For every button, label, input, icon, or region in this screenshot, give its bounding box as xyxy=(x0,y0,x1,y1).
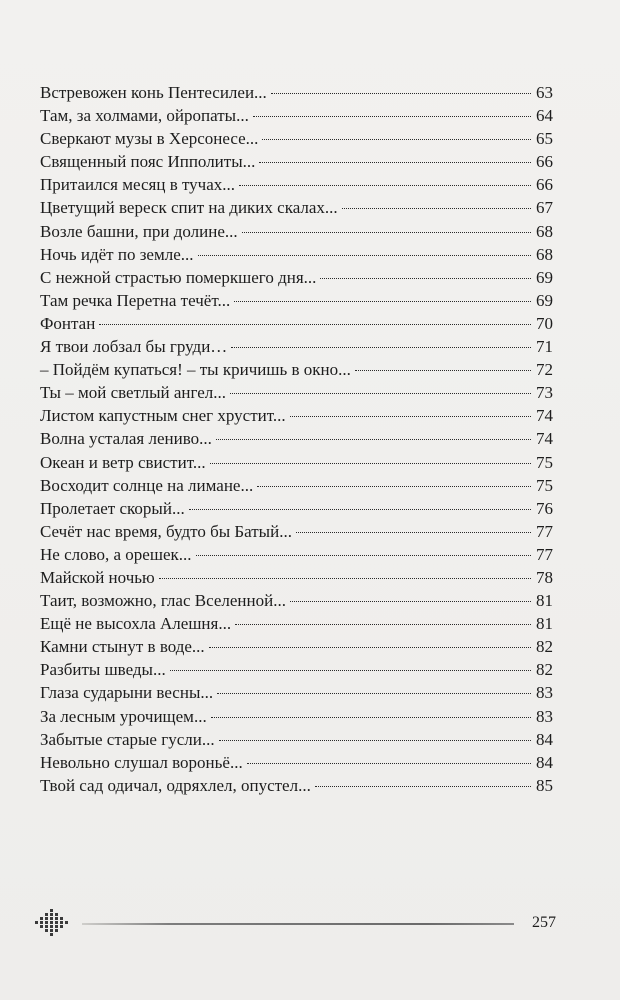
toc-entry xyxy=(40,589,553,612)
toc-entry xyxy=(40,658,553,681)
toc-entry-title: Сечёт нас время, будто бы Батый... xyxy=(40,521,292,541)
toc-entry-title: Майской ночью xyxy=(40,567,155,587)
dot-leader xyxy=(99,324,531,325)
toc-entry-page: 71 xyxy=(536,337,553,357)
toc-entry-title: Священный пояс Ипполиты... xyxy=(40,152,256,172)
dot-leader xyxy=(189,509,531,510)
toc-entry-page: 70 xyxy=(536,313,553,333)
toc-entry xyxy=(40,81,553,104)
toc-entry-title: За лесным урочищем... xyxy=(40,706,207,726)
toc-entry-page: 65 xyxy=(536,129,553,149)
toc-entry xyxy=(40,358,553,381)
toc-entry-title: Притаился месяц в тучах... xyxy=(40,175,236,195)
dot-leader xyxy=(290,601,531,602)
toc-entry-title: Фонтан xyxy=(40,313,96,333)
toc-entry-page: 77 xyxy=(536,521,553,541)
toc-entry-title: Твой сад одичал, одряхлел, опустел... xyxy=(40,775,311,795)
toc-entry-page: 81 xyxy=(536,614,553,634)
toc-entry-page: 69 xyxy=(536,267,553,287)
toc-entry-title: Невольно слушал вороньё... xyxy=(40,752,243,772)
toc-entry xyxy=(40,404,553,427)
dot-leader xyxy=(234,301,531,302)
dot-leader xyxy=(239,185,531,186)
toc-entry xyxy=(40,312,553,335)
toc-entry-page: 84 xyxy=(536,752,553,772)
toc-entry xyxy=(40,612,553,635)
toc-entry xyxy=(40,335,553,358)
toc-entry-page: 66 xyxy=(536,152,553,172)
toc-entry xyxy=(40,635,553,658)
dot-leader xyxy=(230,393,531,394)
toc-entry-page: 82 xyxy=(536,660,553,680)
toc-entry-title: Ещё не высохла Алешня... xyxy=(40,614,232,634)
toc-entry-title: Разбиты шведы... xyxy=(40,660,166,680)
toc-entry-title: Я твои лобзал бы груди… xyxy=(40,337,228,357)
toc-entry-title: Океан и ветр свистит... xyxy=(40,452,206,472)
dot-leader xyxy=(271,93,531,94)
dot-leader xyxy=(355,370,531,371)
toc-entry xyxy=(40,728,553,751)
dot-leader xyxy=(196,555,532,556)
toc-entry-title: Таит, возможно, глас Вселенной... xyxy=(40,591,286,611)
toc-entry-title: Встревожен конь Пентесилеи... xyxy=(40,83,267,102)
toc-entry-page: 82 xyxy=(536,637,553,657)
toc-entry xyxy=(40,196,553,219)
toc-entry-page: 84 xyxy=(536,729,553,749)
page-footer xyxy=(34,908,556,938)
toc-entry-page: 73 xyxy=(536,383,553,403)
toc-entry-title: Цветущий вереск спит на диких скалах... xyxy=(40,198,338,218)
toc-entry-page: 69 xyxy=(536,290,553,310)
dot-leader xyxy=(170,670,531,671)
toc-entry-title: Волна усталая лениво... xyxy=(40,429,212,449)
toc-entry-page: 81 xyxy=(536,591,553,611)
toc-entry xyxy=(40,104,553,127)
dot-leader xyxy=(315,786,531,787)
toc-entry-title: С нежной страстью померкшего дня... xyxy=(40,267,317,287)
toc-entry xyxy=(40,127,553,150)
toc-entry-page: 74 xyxy=(536,429,553,449)
dot-leader xyxy=(209,647,531,648)
dot-leader xyxy=(290,416,531,417)
toc-entry xyxy=(40,243,553,266)
dot-leader xyxy=(231,347,531,348)
toc-entry xyxy=(40,381,553,404)
toc-entry xyxy=(40,705,553,728)
toc-entry-title: Листом капустным снег хрустит... xyxy=(40,406,286,426)
toc-entry-title: Возле башни, при долине... xyxy=(40,221,238,241)
toc-entry-title: Забытые старые гусли... xyxy=(40,729,215,749)
toc-entry-page: 68 xyxy=(536,244,553,264)
toc-entry xyxy=(40,751,553,774)
dot-leader xyxy=(296,532,531,533)
toc-entry-page: 67 xyxy=(536,198,553,218)
toc-entry-title: Ночь идёт по земле... xyxy=(40,244,194,264)
dot-leader xyxy=(320,278,531,279)
table-of-contents xyxy=(40,81,553,797)
toc-entry-page: 75 xyxy=(536,475,553,495)
toc-entry-title: Глаза сударыни весны... xyxy=(40,683,214,703)
toc-entry-page: 78 xyxy=(536,567,553,587)
toc-entry-title: Восходит солнце на лимане... xyxy=(40,475,254,495)
dot-leader xyxy=(253,116,531,117)
toc-entry-title: Там речка Перетна течёт... xyxy=(40,290,231,310)
toc-entry-title: Камни стынут в воде... xyxy=(40,637,205,657)
toc-entry xyxy=(40,150,553,173)
dot-leader xyxy=(198,255,531,256)
toc-entry-page: 72 xyxy=(536,360,553,380)
toc-entry-title: Ты – мой светлый ангел... xyxy=(40,383,227,403)
toc-entry-page: 83 xyxy=(536,683,553,703)
dot-leader xyxy=(216,439,531,440)
toc-entry-page: 76 xyxy=(536,498,553,518)
page-number: 257 xyxy=(532,914,556,931)
dot-leader xyxy=(211,717,531,718)
toc-entry xyxy=(40,173,553,196)
toc-entry-title: Там, за холмами, ойропаты... xyxy=(40,106,249,126)
toc-entry-page: 66 xyxy=(536,175,553,195)
dot-leader xyxy=(262,139,531,140)
dot-leader xyxy=(210,463,531,464)
toc-entry-page: 68 xyxy=(536,221,553,241)
toc-entry-page: 75 xyxy=(536,452,553,472)
toc-entry-title: – Пойдём купаться! – ты кричишь в окно... xyxy=(40,360,351,380)
toc-entry-title: Сверкают музы в Херсонесе... xyxy=(40,129,259,149)
dot-leader xyxy=(342,208,531,209)
toc-entry xyxy=(40,497,553,520)
toc-entry xyxy=(40,266,553,289)
toc-entry xyxy=(40,220,553,243)
toc-entry xyxy=(40,566,553,589)
toc-entry xyxy=(40,451,553,474)
dot-leader xyxy=(257,486,531,487)
dot-leader xyxy=(217,693,531,694)
toc-entry-page: 85 xyxy=(536,775,553,795)
toc-entry-page: 77 xyxy=(536,544,553,564)
toc-entry-page: 83 xyxy=(536,706,553,726)
dot-leader xyxy=(259,162,531,163)
pixel-ornament-icon xyxy=(34,908,70,938)
toc-entry-page: 63 xyxy=(536,83,553,102)
toc-entry xyxy=(40,543,553,566)
toc-entry-title: Пролетает скорый... xyxy=(40,498,185,518)
toc-entry-title: Не слово, а орешек... xyxy=(40,544,192,564)
toc-entry xyxy=(40,289,553,312)
toc-entry xyxy=(40,681,553,704)
toc-entry xyxy=(40,774,553,797)
toc-entry-page: 74 xyxy=(536,406,553,426)
toc-entry xyxy=(40,474,553,497)
dot-leader xyxy=(159,578,531,579)
toc-entry xyxy=(40,427,553,450)
dot-leader xyxy=(247,763,531,764)
dot-leader xyxy=(219,740,531,741)
toc-entry-page: 64 xyxy=(536,106,553,126)
dot-leader xyxy=(242,232,531,233)
footer-rule xyxy=(82,923,514,925)
dot-leader xyxy=(235,624,531,625)
toc-entry xyxy=(40,520,553,543)
